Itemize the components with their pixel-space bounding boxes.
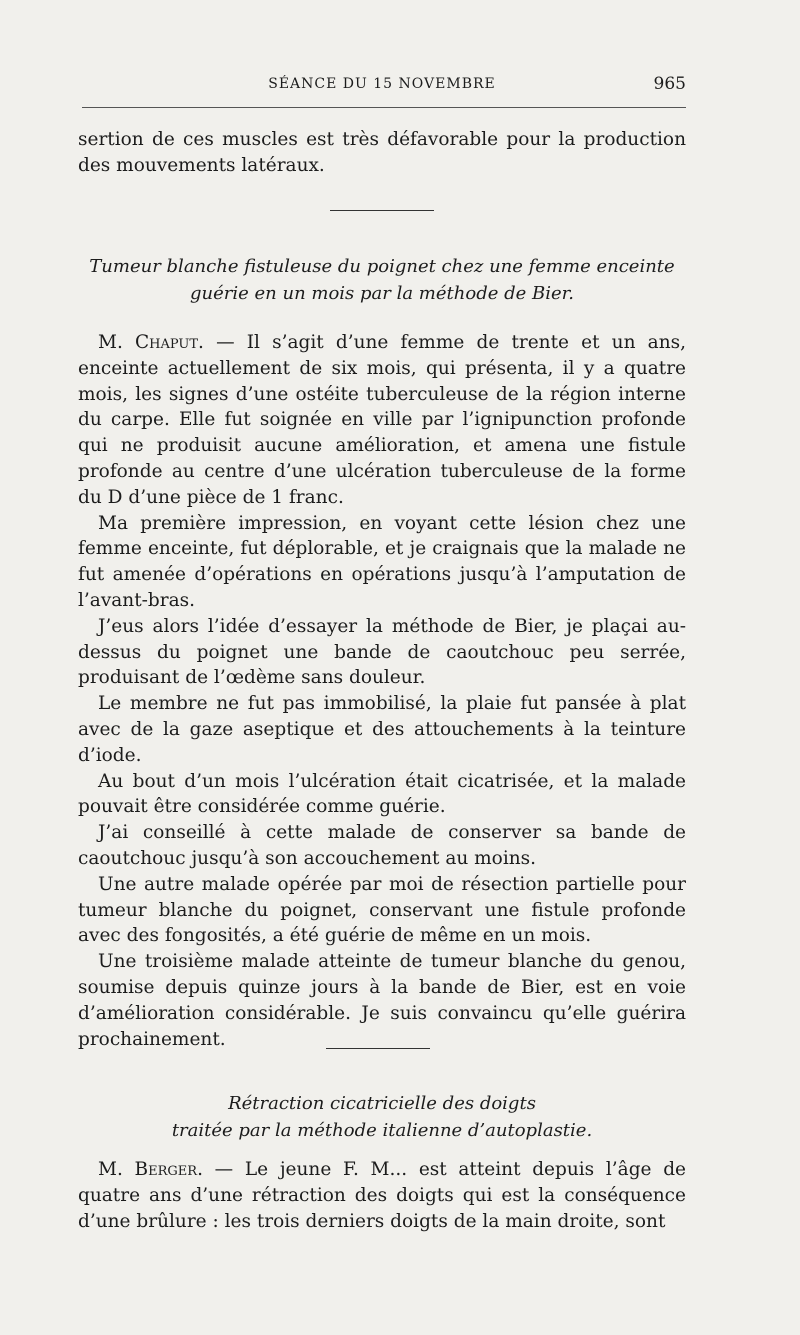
section2-title-line2: traitée par la méthode italienne d’autoplastie. bbox=[171, 1120, 593, 1141]
section-separator bbox=[330, 210, 434, 211]
section-separator bbox=[326, 1048, 430, 1049]
section2-paragraph bbox=[78, 1157, 686, 1234]
section2-title-line1: Rétraction cicatricielle des doigts bbox=[228, 1093, 536, 1114]
speaker-name: M. Berger. bbox=[98, 1159, 203, 1180]
intro-text bbox=[78, 127, 686, 179]
page-header bbox=[78, 74, 686, 98]
paragraph-text: — Il s’agit d’une femme de trente et un ans, enceinte actuellement de six mois, qui présenta, il y a quatre mois, les signes d’une ostéite tuberculeuse de la région interne du carpe. Elle fut soignée en ville par l’ignipunction profonde qui ne produisit aucune amélioration, et amena une fistule profonde au centre d’une ulcération tuberculeuse de la forme du D d’une pièce de 1 franc. bbox=[78, 332, 686, 508]
section1-paragraph: Une troisième malade atteinte de tumeur blanche du genou, soumise depuis quinze jours à la bande de Bier, est en voie d’amélioration considérable. Je suis convaincu qu’elle guérira prochainement. bbox=[78, 951, 686, 1050]
section1-paragraph: Le membre ne fut pas immobilisé, la plaie fut pansée à plat avec de la gaze aseptique et des attouchements à la teinture d’iode. bbox=[78, 693, 686, 766]
speaker-name: M. Chaput. bbox=[98, 332, 204, 353]
section1-title bbox=[78, 253, 686, 307]
intro-paragraph: sertion de ces muscles est très défavorable pour la production des mouvements latéraux. bbox=[78, 129, 686, 176]
section2-title bbox=[78, 1090, 686, 1144]
section1-body bbox=[78, 330, 686, 1052]
section1-paragraph: Une autre malade opérée par moi de résection partielle pour tumeur blanche du poignet, conservant une fistule profonde avec des fongosités, a été guérie de même en un mois. bbox=[78, 873, 686, 947]
section1-paragraph: Au bout d’un mois l’ulcération était cicatrisée, et la malade pouvait être considérée comme guérie. bbox=[78, 770, 686, 818]
paragraph-text: — Le jeune F. M... est atteint depuis l’âge de quatre ans d’une rétraction des doigts qui est la conséquence d’une brûlure : les trois derniers doigts de la main droite, sont bbox=[78, 1159, 686, 1232]
section1-paragraph: J’eus alors l’idée d’essayer la méthode de Bier, je plaçai au-dessus du poignet une bande de caoutchouc peu serrée, produisant de l’œdème sans douleur. bbox=[78, 615, 686, 689]
header-rule bbox=[82, 107, 686, 108]
section1-paragraph: J’ai conseillé à cette malade de conserver sa bande de caoutchouc jusqu’à son accouchement au moins. bbox=[78, 822, 686, 869]
section1-paragraph bbox=[78, 330, 686, 511]
section1-paragraph: Ma première impression, en voyant cette lésion chez une femme enceinte, fut déplorable, et je craignais que la malade ne fut amenée d’opérations en opérations jusqu’à l’amputation de l’avant-bras. bbox=[78, 512, 686, 611]
section1-title-line2: guérie en un mois par la méthode de Bier. bbox=[190, 283, 574, 304]
section2-body bbox=[78, 1157, 686, 1234]
page-number: 965 bbox=[653, 74, 686, 94]
running-title: SÉANCE DU 15 NOVEMBRE bbox=[268, 76, 496, 92]
section1-title-line1: Tumeur blanche fistuleuse du poignet chez une femme enceinte bbox=[89, 256, 675, 277]
